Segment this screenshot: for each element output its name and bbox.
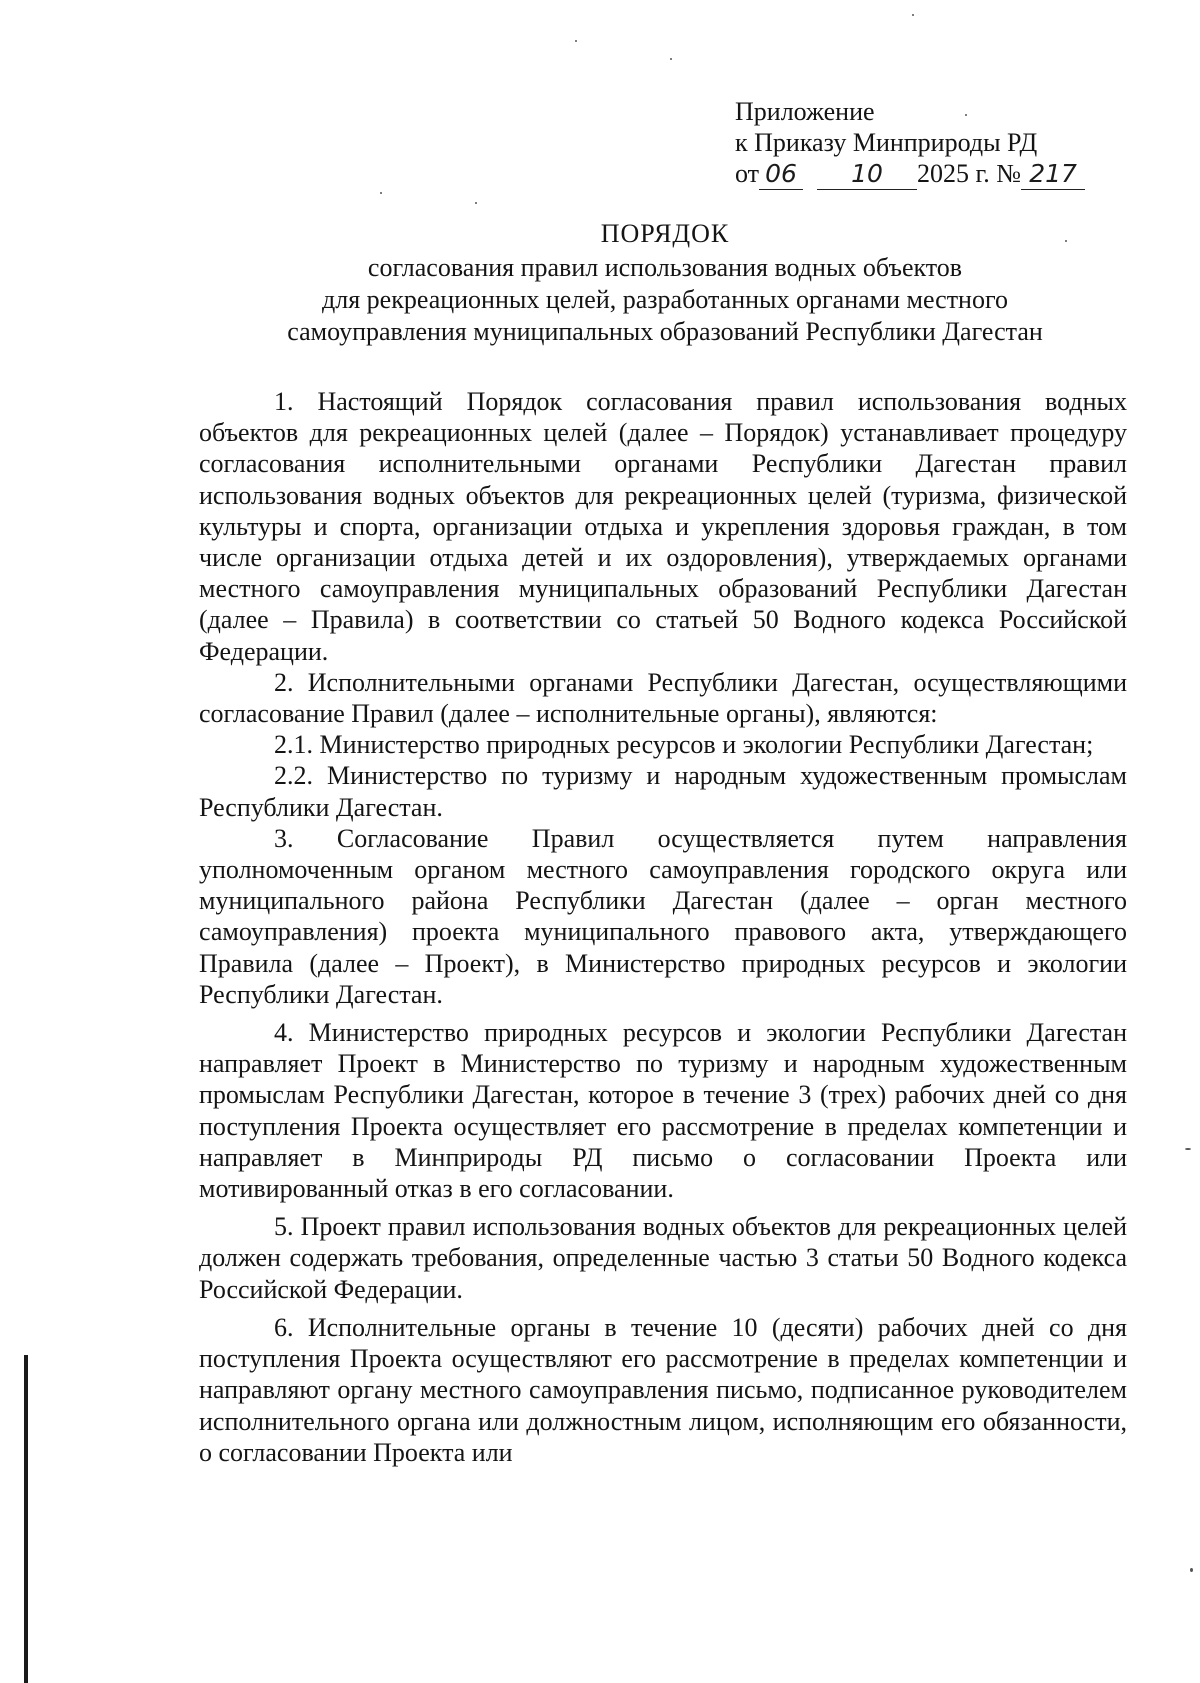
scan-speck [475,202,477,204]
paragraph-2: 2. Исполнительными органами Республики Дагестан, осуществляющими согласование Правил (далее – исполнительные органы), являются: [199,667,1127,729]
scan-speck [1190,1568,1193,1572]
paragraph-2-2: 2.2. Министерство по туризму и народным художественным промыслам Республики Дагестан. [199,761,1127,822]
document-title: ПОРЯДОК [600,219,730,248]
paragraph-2-1: 2.1. Министерство природных ресурсов и экологии Республики Дагестан; [274,730,1094,760]
document-subtitle-line: для рекреационных целей, разработанных органами местного [322,285,1008,314]
handwritten-order-number: 217 [1021,158,1085,190]
paragraph-1: 1. Настоящий Порядок согласования правил использования водных объектов для рекреационных целей (далее – Порядок) устанавливает процедуру согласования исполнительными органами Республики Дагестан правил использования водных объектов для рекреационных целей (туризма, физической культуры и спорта, организации отдыха и укрепления здоровья граждан, в том числе организации отдыха детей и их оздоровления), утверждаемых органами местного самоуправления муниципальных образований Республики Дагестан (далее – Правила) в соответствии со статьей 50 Водного кодекса Российской Федерации. [199,387,1127,666]
scan-speck [380,192,382,194]
paragraph-3: 3. Согласование Правил осуществляется путем направления уполномоченным органом местного самоуправления городского округа или муниципального района Республики Дагестан (далее – орган местного самоуправления) проекта муниципального правового акта, утверждающего Правила (далее – Проект), в Министерство природных ресурсов и экологии Республики Дагестан. [199,823,1127,1009]
handwritten-month: 10 [817,158,917,190]
paragraph-5: 5. Проект правил использования водных объектов для рекреационных целей должен содержать требования, определенные частью 3 статьи 50 Водного кодекса Российской Федерации. [199,1212,1127,1304]
scan-speck [912,14,914,16]
appendix-order-reference: к Приказу Минприроды РД [735,128,1038,157]
scan-edge-artifact [24,1355,28,1683]
paragraph-6: 6. Исполнительные органы в течение 10 (десяти) рабочих дней со дня поступления Проекта осуществляют его рассмотрение в пределах компетенции и направляют органу местного самоуправления письмо, подписанное руководителем исполнительного органа или должностным лицом, исполняющим его обязанности, о согласовании Проекта или [199,1312,1127,1467]
document-title-block [200,218,1130,348]
scan-speck [1185,1148,1191,1150]
date-year: 2025 г. № [917,159,1022,188]
document-subtitle-line: самоуправления муниципальных образований Республики Дагестан [287,317,1043,346]
scan-speck [670,58,672,60]
appendix-date-line [735,158,1085,190]
document-subtitle-line: согласования правил использования водных объектов [367,253,963,282]
handwritten-day: 06 [759,158,803,190]
document-body [199,386,1127,1468]
appendix-label: Приложение [735,97,875,126]
paragraph-4: 4. Министерство природных ресурсов и экологии Республики Дагестан направляет Проект в Министерство по туризму и народным художественным промыслам Республики Дагестан, которое в течение 3 (трех) рабочих дней со дня поступления Проекта осуществляет его рассмотрение в пределах компетенции и направляет в Минприроды РД письмо о согласовании Проекта или мотивированный отказ в его согласовании. [199,1018,1127,1204]
date-prefix: от [735,159,760,188]
scan-speck [575,40,577,42]
appendix-header [735,96,1085,190]
